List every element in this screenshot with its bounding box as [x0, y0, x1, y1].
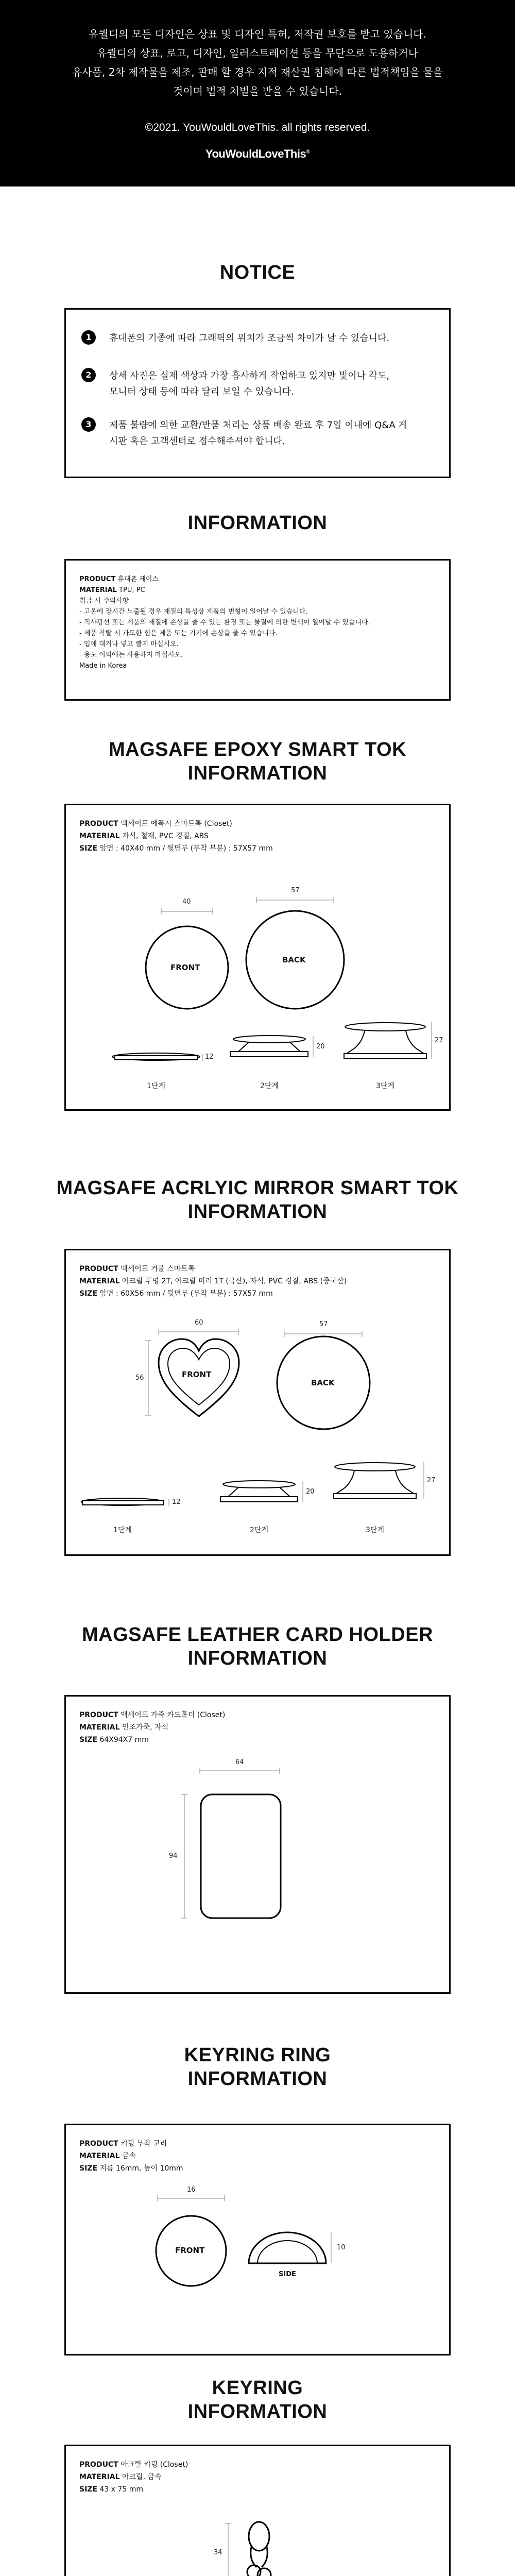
spec-value: 금속 — [122, 2152, 136, 2160]
card-holder-shape — [201, 1794, 281, 1918]
spec-label: MATERIAL — [79, 1277, 120, 1285]
title-line: MAGSAFE ACRLYIC MIRROR SMART TOK — [56, 1177, 459, 1199]
spec-label: MATERIAL — [79, 2473, 120, 2481]
spec-value: 자석, 철재, PVC 경질, ABS — [122, 832, 209, 840]
notice-number-badge: 3 — [81, 417, 96, 432]
dim-full: 27 — [427, 1477, 436, 1484]
front-label: FRONT — [182, 1370, 212, 1379]
spec-value: 아크릴, 금속 — [122, 2473, 162, 2481]
copyright-banner — [0, 0, 515, 187]
spec-label: PRODUCT — [79, 1711, 118, 1719]
title-line: INFORMATION — [187, 762, 328, 784]
stage3-caption: 3단계 — [376, 1082, 394, 1090]
dim-folded: 12 — [172, 1498, 181, 1506]
keyring-clasp — [247, 2522, 271, 2576]
spec-value: 아크릴 투명 2T, 아크릴 미러 1T (국산), 자석, PVC 경질, ABS (중국산) — [122, 1277, 347, 1285]
dim-front-height: 56 — [135, 1374, 144, 1382]
mirror-tok-box — [64, 1249, 451, 1556]
care-item: - 제품 착탈 시 과도한 힘은 제품 또는 기기에 손상을 줄 수 있습니다. — [79, 630, 278, 637]
spec-label: MATERIAL — [79, 586, 117, 594]
spec-label: PRODUCT — [79, 1265, 118, 1273]
notice-number-badge: 1 — [81, 330, 96, 345]
stage3-caption: 3단계 — [366, 1526, 384, 1534]
dim-width: 64 — [235, 1758, 244, 1766]
keyring-title — [0, 2376, 515, 2424]
brand-logo: YouWouldLoveThis® — [205, 147, 310, 160]
spec-material — [79, 585, 436, 596]
stage3-shape — [334, 1463, 416, 1499]
care-item: - 고온에 장시간 노출될 경우 재질의 특성상 제품의 변형이 일어날 수 있습니다. — [79, 608, 308, 616]
dim-half: 20 — [316, 1043, 325, 1050]
title-line: MAGSAFE LEATHER CARD HOLDER — [81, 1624, 433, 1646]
stage1-caption: 1단계 — [113, 1526, 132, 1534]
notice-item — [81, 330, 434, 346]
notice-line: 유퀄디의 상표, 로고, 디자인, 일러스트레이션 등을 무단으로 도용하거나 — [97, 47, 418, 59]
stage2-caption: 2단계 — [250, 1526, 268, 1534]
notice-line: 유사품, 2차 제작물을 제조, 판매 할 경우 지적 재산권 침해에 따른 법적책임을 물을 — [72, 66, 443, 78]
information-title: INFORMATION — [187, 512, 328, 534]
spec-value: 지름 16mm, 높이 10mm — [99, 2164, 183, 2173]
epoxy-tok-diagram — [66, 805, 449, 1109]
spec-value: 64X94X7 mm — [99, 1736, 149, 1744]
stage1-caption: 1단계 — [147, 1082, 165, 1090]
care-item: - 용도 이외에는 사용하지 마십시오. — [79, 651, 183, 659]
keyring-ring-title — [0, 2043, 515, 2091]
dim-folded: 12 — [205, 1053, 214, 1061]
spec-label: SIZE — [79, 844, 98, 853]
title-line: INFORMATION — [187, 2401, 328, 2422]
dim-front: 40 — [182, 898, 191, 906]
origin: Made in Korea — [79, 662, 127, 670]
spec-value: 키링 부착 고리 — [121, 2140, 167, 2148]
title-line: KEYRING — [212, 2377, 303, 2399]
spec-label: SIZE — [79, 2164, 98, 2173]
notice-line: 것이며 법적 처벌을 받을 수 있습니다. — [173, 85, 342, 97]
stage2-shape — [231, 1036, 308, 1057]
spec-label: PRODUCT — [79, 2140, 118, 2148]
care-title: 취급 시 주의사항 — [79, 597, 129, 605]
title-line: INFORMATION — [187, 2068, 328, 2090]
spec-value: 앞면 : 60X56 mm / 뒷면부 (부착 부분) : 57X57 mm — [99, 1290, 273, 1298]
back-label: BACK — [311, 1378, 335, 1387]
epoxy-tok-title — [0, 738, 515, 785]
spec-label: SIZE — [79, 1290, 98, 1298]
spec-label: PRODUCT — [79, 575, 116, 583]
brand-name: YouWouldLoveThis — [205, 147, 306, 160]
front-label: FRONT — [175, 2246, 205, 2255]
keyring-ring-box — [64, 2124, 451, 2355]
ring-side-shape — [249, 2232, 326, 2263]
notice-number-badge: 2 — [81, 368, 96, 382]
title-line: INFORMATION — [187, 1648, 328, 1669]
epoxy-tok-box — [64, 804, 451, 1111]
information-box — [64, 559, 451, 701]
card-holder-title — [0, 1623, 515, 1670]
dim-back: 57 — [319, 1320, 328, 1328]
notice-item — [81, 368, 434, 400]
stage3-shape — [344, 1023, 426, 1059]
spec-label: SIZE — [79, 1736, 98, 1744]
spec-value: 43 x 75 mm — [99, 2485, 144, 2494]
spec-label: MATERIAL — [79, 2152, 120, 2160]
spec-value: 맥세이프 가죽 카드홀더 (Closet) — [121, 1711, 226, 1719]
front-label: FRONT — [170, 963, 200, 972]
notice-box — [64, 308, 451, 478]
dim-height: 10 — [337, 2244, 346, 2251]
notice-text: 제품 불량에 의한 교환/반품 처리는 상품 배송 완료 후 7일 이내에 Q&A 게시판 혹은 고객센터로 접수해주셔야 합니다. — [109, 420, 407, 447]
dim-back: 57 — [291, 887, 300, 894]
dim-half: 20 — [306, 1488, 315, 1496]
notice-item — [81, 417, 434, 449]
keyring-ring-diagram — [66, 2125, 449, 2354]
stage2-caption: 2단계 — [260, 1082, 279, 1090]
dim-diameter: 16 — [187, 2186, 196, 2194]
dim-height: 94 — [169, 1852, 178, 1860]
spec-label: MATERIAL — [79, 832, 120, 840]
card-holder-diagram — [66, 1697, 449, 1992]
stage2-shape — [220, 1481, 298, 1502]
spec-value: 인조가죽, 자석 — [122, 1723, 169, 1732]
care-item: - 입에 대거나 넣고 빨지 마십시오. — [79, 640, 179, 648]
spec-value: 앞면 : 40X40 mm / 뒷면부 (부착 부분) : 57X57 mm — [99, 844, 273, 853]
mirror-tok-title — [0, 1176, 515, 1224]
spec-value: 맥세이프 거울 스마트톡 — [121, 1265, 195, 1273]
card-holder-box — [64, 1695, 451, 1994]
spec-label: PRODUCT — [79, 2461, 118, 2469]
keyring-box — [64, 2445, 451, 2576]
care-item: - 직사광선 또는 제품의 재질에 손상을 줄 수 있는 환경 또는 물질에 의한 변색이 일어날 수 있습니다. — [79, 619, 370, 626]
spec-product — [79, 574, 436, 585]
notice-text: 상세 사진은 실제 색상과 가장 흡사하게 작업하고 있지만 빛이나 각도, 모니터 상태 등에 따라 달리 보일 수 있습니다. — [109, 370, 390, 397]
notice-line: 유퀄디의 모든 디자인은 상표 및 디자인 특허, 저작권 보호를 받고 있습니다. — [89, 28, 426, 40]
copyright-text: ©2021. YouWouldLoveThis. all rights reserved. — [145, 122, 370, 133]
dim-front-width: 60 — [195, 1319, 203, 1327]
spec-label: SIZE — [79, 2485, 98, 2494]
title-line: INFORMATION — [187, 1201, 328, 1223]
spec-label: MATERIAL — [79, 1723, 120, 1732]
spec-value: TPU, PC — [119, 586, 145, 594]
spec-value: 아크릴 키링 (Closet) — [121, 2461, 188, 2469]
spec-label: PRODUCT — [79, 820, 118, 828]
dim-height: 34 — [214, 2549, 222, 2556]
side-label: SIDE — [279, 2270, 296, 2278]
dim-full: 27 — [435, 1037, 443, 1044]
title-line: KEYRING RING — [184, 2044, 331, 2066]
notice-text: 휴대폰의 기종에 따라 그래픽의 위치가 조금씩 차이가 날 수 있습니다. — [109, 333, 390, 344]
title-line: MAGSAFE EPOXY SMART TOK — [108, 739, 407, 760]
keyring-diagram — [66, 2446, 449, 2576]
mirror-tok-diagram — [66, 1250, 449, 1554]
spec-value: 맥세이프 에폭시 스마트톡 (Closet) — [121, 820, 232, 828]
notice-title: NOTICE — [219, 262, 296, 283]
back-label: BACK — [282, 955, 306, 964]
spec-value: 휴대폰 케이스 — [117, 575, 159, 583]
